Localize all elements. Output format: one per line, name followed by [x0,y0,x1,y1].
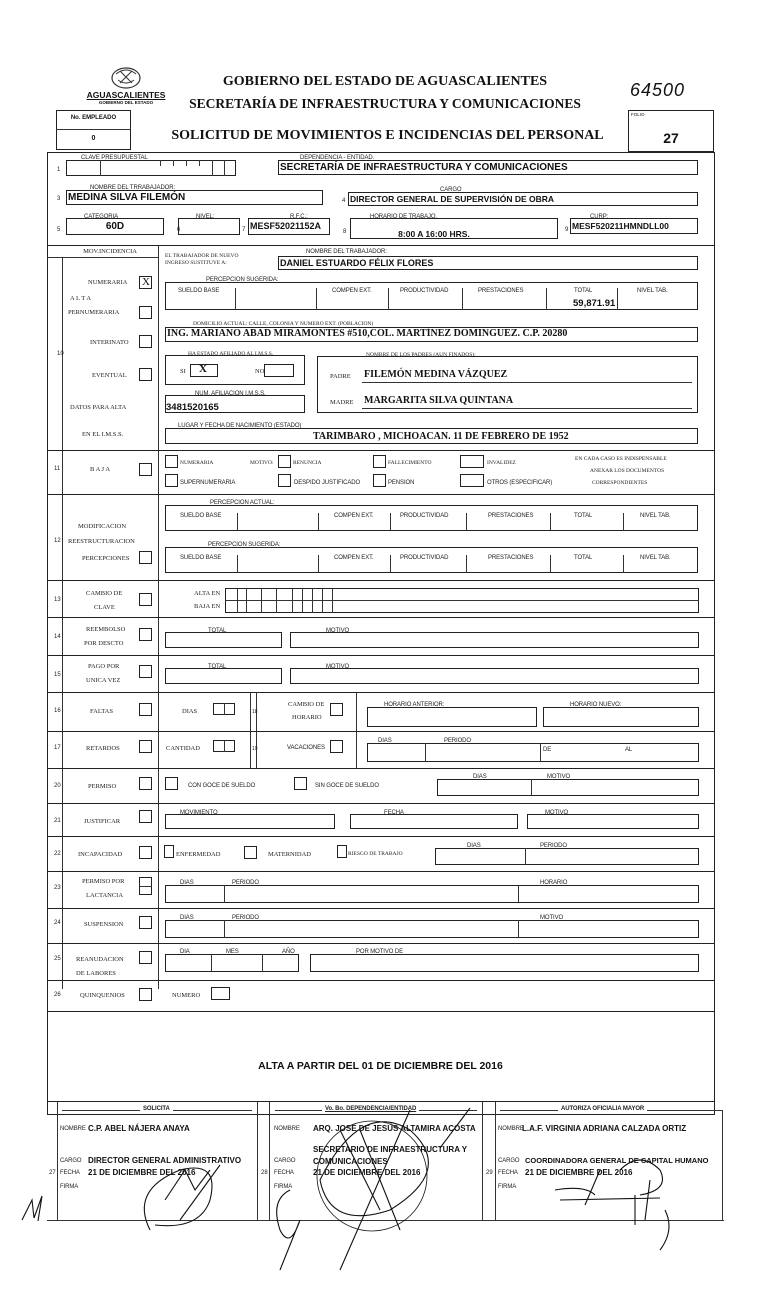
solicita-nombre: C.P. ABEL NÁJERA ANAYA [88,1124,190,1133]
initials-mark [22,1196,42,1221]
movimiento-label: MOVIMIENTO [180,810,218,816]
faltas-dias-label: DIAS [182,708,198,715]
field-number: 19 [252,746,258,752]
maternidad-label: MATERNIDAD [268,851,311,858]
field-number: 8 [343,229,347,235]
motivo-label: MOTIVO: [250,460,274,466]
pago-motivo-label: MOTIVO [326,664,350,670]
pension-label: PENSION [388,480,415,486]
field-number: 9 [565,227,569,233]
reanudacion-label-2: DE LABORES [76,970,116,977]
no-label: NO [255,368,265,375]
reembolso-label: REEMBOLSO [86,626,126,633]
grid-divider [261,588,262,613]
suspension-checkbox[interactable] [139,916,152,929]
field-number: 7 [242,227,246,233]
logo-text: AGUASCALIENTES [86,90,166,100]
nivel-label: NIVEL: [196,214,215,220]
nota-documentos: EN CADA CASO ES INDISPENSABLE [575,456,667,462]
maternidad-checkbox[interactable] [244,846,257,859]
fallecimiento-label: FALLECIMIENTO [388,460,432,466]
reanudacion-checkbox[interactable] [139,951,152,964]
prestaciones-label: PRESTACIONES [478,288,524,294]
afiliacion-imss-value: 3481520165 [166,402,219,413]
sugerida-compen-ext-label: COMPEN EXT. [334,555,374,561]
nota-documentos-3: CORRESPONDIENTES [592,480,648,486]
autoriza-header: AUTORIZA OFICIALIA MAYOR [558,1106,647,1112]
field-number: 11 [54,466,61,472]
vacaciones-dias-label: DIAS [378,738,392,744]
sin-goce-label: SIN GOCE DE SUELDO [315,783,379,789]
categoria-label: CATEGORIA [84,214,118,220]
suspension-label: SUSPENSION [84,921,124,928]
vobo-fecha-label: FECHA [274,1170,294,1176]
field-number: 16 [54,708,61,714]
curp-label: CURP: [590,214,609,220]
cambio-horario-label: CAMBIO DE [288,701,325,708]
de-label: DE [543,747,552,753]
lugar-nacimiento-value: TARIMBARO , MICHOACAN. 11 DE FEBRERO DE 1952 [313,431,569,442]
rfc-value: MESF52021152A [250,221,322,231]
field-number: 22 [54,851,61,857]
anio-label: AÑO [282,949,295,955]
percepcion-sugerida-label: PERCEPCION SUGERIDA: [206,277,279,283]
cantidad-label: CANTIDAD [166,745,200,752]
quinquenios-checkbox[interactable] [139,988,152,1001]
percepcion-actual-label: PERCEPCION ACTUAL: [210,500,275,506]
madre-label: MADRE [330,399,354,406]
grid-divider [173,160,174,166]
nombre-label: NOMBRE DEL TRRABAJADOR: [90,185,176,191]
form-title: SOLICITUD DE MOVIMIENTOS E INCIDENCIAS DEL PERSONAL [171,128,604,143]
percepcion-sugerida-label-2: PERCEPCION SUGERIDA: [208,542,281,548]
grid-divider [199,160,200,166]
solicita-nombre-label: NOMBRE [60,1126,86,1132]
field-number: 27 [49,1170,56,1176]
pension-checkbox[interactable] [373,474,386,487]
grid-divider [312,588,313,613]
numeraria-label: NUMERARIA [88,279,128,286]
vobo-fecha: 21 DE DICIEMBRE DEL 2016 [313,1168,421,1177]
actual-sueldo-base-label: SUELDO BASE [180,513,222,519]
afiliacion-imss-label: NUM. AFILIACION I.M.S.S. [195,391,266,397]
numeraria-check-mark: X [142,276,150,288]
pago-label-2: UNICA VEZ [86,677,121,684]
reestructuracion-label: REESTRUCTURACION [68,538,135,545]
field-number: 10 [57,351,64,357]
autoriza-nombre: L.A.F. VIRGINIA ADRIANA CALZADA ORTIZ [522,1124,687,1133]
suspension-motivo-label: MOTIVO [540,915,564,921]
productividad-label: PRODUCTIVIDAD [400,288,449,294]
faltas-checkbox[interactable] [139,703,152,716]
despido-label: DESPIDO JUSTIFICADO [294,480,361,486]
retardos-checkbox[interactable] [139,740,152,753]
invalidez-checkbox[interactable] [460,455,484,468]
vacaciones-periodo-box[interactable] [367,743,699,762]
fallecimiento-checkbox[interactable] [373,455,386,468]
numero-label: NUMERO [172,992,201,999]
con-goce-label: CON GOCE DE SUELDO [188,783,256,789]
retardos-label: RETARDOS [86,745,120,752]
vobo-nombre: ARQ. JOSÉ DE JESÚS ALTAMIRA ACOSTA [313,1124,476,1133]
employee-number-label: No. EMPLEADO [70,115,117,121]
autoriza-firma-label: FIRMA [498,1184,517,1190]
domicilio-value: ING. MARIANO ABAD MIRAMONTES #510,COL. MARTÍNEZ DOMINGUEZ. C.P. 20280 [167,328,568,339]
renuncia-checkbox[interactable] [278,455,291,468]
lactancia-horario-label: HORARIO [540,880,568,886]
cambio-clave-label-2: CLAVE [94,604,115,611]
vobo-firma-label: FIRMA [274,1184,293,1190]
field-number: 25 [54,956,61,962]
cambio-clave-label: CAMBIO DE [86,590,123,597]
compen-ext-label: COMPEN EXT. [332,288,372,294]
baja-en-label: BAJA EN [194,603,221,610]
total-value: 59,871.91 [573,298,616,309]
sugerida-total-label: TOTAL [574,555,593,561]
baja-numeraria-checkbox[interactable] [165,455,178,468]
solicita-fecha: 21 DE DICIEMBRE DEL 2016 [88,1168,196,1177]
pago-total-label: TOTAL [208,664,227,670]
incapacidad-dias-periodo-box[interactable] [435,848,699,865]
justificar-label: JUSTIFICAR [84,818,121,825]
reembolso-motivo-field[interactable] [290,632,699,648]
lactancia-label: PERMISO POR [82,878,125,885]
reembolso-checkbox[interactable] [139,628,152,641]
folio-label: FOLIO [631,112,645,117]
autoriza-nombre-label: NOMBRE [498,1126,524,1132]
field-number: 14 [54,634,61,640]
percepciones-checkbox[interactable] [139,551,152,564]
solicita-cargo: DIRECTOR GENERAL ADMINISTRATIVO [88,1156,242,1165]
field-number: 23 [54,885,61,891]
percepciones-label: PERCEPCIONES [82,555,130,562]
permiso-dias-label: DIAS [473,774,487,780]
por-motivo-field[interactable] [310,954,699,972]
government-logo [86,66,166,106]
pago-motivo-field[interactable] [290,668,699,684]
sugerida-sueldo-base-label: SUELDO BASE [180,555,222,561]
autoriza-cargo: COORDINADORA GENERAL DE CAPITAL HUMANO [525,1156,709,1165]
solicita-header: SOLICITA [140,1106,173,1112]
justificar-motivo-field[interactable] [527,814,699,829]
nivel-tab-label: NIVEL TAB. [637,288,668,294]
dia-label: DIA [180,949,190,955]
solicita-cargo-label: CARGO [60,1158,82,1164]
incapacidad-periodo-label: PERIODO [540,843,567,849]
percepcion-sugerida-box [165,282,698,310]
baja-checkbox[interactable] [139,463,152,476]
baja-label: B A J A [90,466,111,473]
field-number: 18 [252,709,258,715]
faltas-label: FALTAS [90,708,113,715]
no-checkbox[interactable] [264,364,294,377]
cambio-clave-checkbox[interactable] [139,593,152,606]
field-number: 5 [57,227,61,233]
suspension-periodo-label: PERIODO [232,915,259,921]
lactancia-dias-label: DIAS [180,880,194,886]
field-number: 26 [54,992,61,998]
supernumeraria-label: PERNUMERARIA [68,309,120,316]
cambio-horario-checkbox[interactable] [330,703,343,716]
rfc-label: R.F.C.: [290,214,308,220]
sustituye-label-2: INGRESO SUSTITUYE A: [165,260,227,266]
interinato-label: INTERINATO [90,339,129,346]
mov-incidencia-header: MOV.INCIDENCIA [83,248,137,255]
field-number: 13 [54,597,61,603]
clave-label: CLAVE PRESUPUESTAL [81,155,148,161]
pago-total-field[interactable] [165,668,282,684]
field-number: 6 [177,227,181,233]
actual-total-label: TOTAL [574,513,593,519]
actual-prestaciones-label: PRESTACIONES [488,513,534,519]
field-number: 17 [54,745,61,751]
field-number: 21 [54,818,61,824]
grid-divider [292,588,293,613]
quinquenios-label: QUINQUENIOS [80,992,125,999]
incapacidad-label: INCAPACIDAD [78,851,123,858]
baja-supernumeraria-checkbox[interactable] [165,474,178,487]
despido-checkbox[interactable] [278,474,291,487]
reanudacion-fecha-field[interactable] [165,954,299,972]
otros-checkbox[interactable] [460,474,484,487]
horario-anterior-label: HORARIO ANTERIOR: [384,702,445,708]
pago-checkbox[interactable] [139,665,152,678]
otros-label: OTROS (ESPECIFICAR) [487,480,553,486]
horario-label: HORARIO DE TRABAJO. [370,214,438,220]
field-number: 20 [54,783,61,789]
riesgo-checkbox[interactable] [337,845,347,858]
vobo-header: Vo. Bo. DEPENDENCIA/ENTIDAD [322,1106,419,1112]
reembolso-total-label: TOTAL [208,628,227,634]
total-label: TOTAL [574,288,593,294]
enfermedad-checkbox[interactable] [164,845,174,858]
lugar-nacimiento-label: LUGAR Y FECHA DE NACIMIENTO (ESTADO) [178,423,302,429]
field-number: 29 [486,1170,493,1176]
field-number: 12 [54,538,61,544]
reanudacion-label: REANUDACION [76,956,124,963]
handwritten-number: 64500 [630,80,686,100]
enfermedad-label: ENFERMEDAD [176,851,221,858]
afiliado-imss-label: HA ESTADO AFILIADO AL I.M.S.S. [188,351,274,357]
al-label: AL [625,747,633,753]
horario-value: 8:00 A 16:00 HRS. [398,229,470,239]
vobo-cargo: SECRETARIO DE INFRAESTRUCTURA Y COMUNICACIONES [313,1145,467,1166]
lactancia-periodo-label: PERIODO [232,880,259,886]
grid-divider [322,588,323,613]
sustituto-value: DANIEL ESTUARDO FÉLIX FLORES [280,258,434,268]
solicita-fecha-label: FECHA [60,1170,80,1176]
datos-alta-label: DATOS PARA ALTA [70,404,127,411]
si-label: SI [180,368,186,375]
con-goce-checkbox[interactable] [165,777,178,790]
suspension-box[interactable] [165,920,699,938]
grid-divider [186,160,187,166]
nota-documentos-2: ANEXAR LOS DOCUMENTOS [590,468,665,474]
sugerida-prestaciones-label: PRESTACIONES [488,555,534,561]
invalidez-label: INVALIDEZ [487,460,516,466]
en-imss-label: EN EL I.M.S.S. [82,431,124,438]
grid-divider [246,588,247,613]
padre-value: FILEMÓN MEDINA VÁZQUEZ [364,369,508,380]
field-number: 3 [57,196,61,202]
permiso-checkbox[interactable] [139,777,152,790]
permiso-dias-motivo-box[interactable] [437,779,699,796]
horario-anterior-field[interactable] [367,707,537,727]
autoriza-fecha-label: FECHA [498,1170,518,1176]
nivel-field[interactable] [178,218,240,235]
sugerida-productividad-label: PRODUCTIVIDAD [400,555,449,561]
modificacion-label: MODIFICACION [78,523,127,530]
nombre-trabajador-label: NOMBRE DEL TRABAJADOR: [306,249,387,255]
padres-label: NOMBRE DE LOS PADRES (AUN FINADOS): [366,352,476,358]
reembolso-motivo-label: MOTIVO [326,628,350,634]
justificar-fecha-label: FECHA [384,810,404,816]
actual-nivel-tab-label: NIVEL TAB. [640,513,671,519]
supernumeraria-checkbox[interactable] [139,306,152,319]
vacaciones-periodo-label: PERIODO [444,738,471,744]
padre-label: PADRE [330,373,351,380]
folio-value: 27 [663,130,679,146]
solicita-firma-label: FIRMA [60,1184,79,1190]
incapacidad-dias-label: DIAS [467,843,481,849]
domicilio-label: DOMICILIO ACTUAL: CALLE, COLONIA Y NUMERO EXT. (POBLACION) [193,321,374,327]
lactancia-label-2: LACTANCIA [86,892,124,899]
renuncia-label: RENUNCIA [293,460,322,466]
reembolso-total-field[interactable] [165,632,282,648]
header-title-1: GOBIERNO DEL ESTADO DE AGUASCALIENTES [222,74,548,89]
madre-value: MARGARITA SILVA QUINTANA [364,395,514,406]
field-number: 28 [261,1170,268,1176]
pago-label: PAGO POR [88,663,120,670]
reembolso-label-2: POR DESCTO [84,640,124,647]
curp-value: MESF520211HMNDLL00 [572,221,669,231]
riesgo-label: RIESGO DE TRABAJO [348,851,403,857]
baja-numeraria-label: NUMERARIA [180,460,214,466]
permiso-label: PERMISO [88,783,117,790]
cargo-value: DIRECTOR GENERAL DE SUPERVISIÓN DE OBRA [350,194,555,204]
nombre-value: MEDINA SILVA FILEMÓN [68,192,186,203]
grid-divider [237,588,238,613]
categoria-value: 60D [105,221,125,232]
vobo-nombre-label: NOMBRE [274,1126,300,1132]
clave-input[interactable] [66,160,236,176]
justificar-checkbox[interactable] [139,810,152,823]
si-check-mark: X [199,363,207,375]
alta-label: A L T A [70,295,92,302]
dependencia-label: DEPENDENCIA - ENTIDAD. [300,155,375,161]
baja-supernumeraria-label: SUPERNUMERARIA [180,480,236,486]
logo-subtext: GOBIERNO DEL ESTADO [98,100,154,105]
autoriza-fecha: 21 DE DICIEMBRE DEL 2016 [525,1168,633,1177]
observaciones-text: ALTA A PARTIR DEL 01 DE DICIEMBRE DEL 2016 [258,1060,503,1072]
suspension-dias-label: DIAS [180,915,194,921]
autoriza-cargo-label: CARGO [498,1158,520,1164]
grid-divider [160,160,161,166]
permiso-motivo-label: MOTIVO [547,774,571,780]
cargo-label: CARGO [440,187,462,193]
actual-compen-ext-label: COMPEN EXT. [334,513,374,519]
lactancia-box[interactable] [165,885,699,903]
sugerida-nivel-tab-label: NIVEL TAB. [640,555,671,561]
horario-nuevo-field[interactable] [543,707,699,727]
vobo-cargo-label: CARGO [274,1158,296,1164]
vacaciones-label: VACACIONES [287,745,325,751]
incapacidad-checkbox[interactable] [139,846,152,859]
field-number: 1 [57,167,61,173]
justificar-fecha-field[interactable] [350,814,518,829]
numero-field[interactable] [211,987,230,1000]
grid-divider [332,588,333,613]
sueldo-base-label: SUELDO BASE [178,288,220,294]
employee-number-value: 0 [91,135,96,142]
justificar-motivo-label: MOTIVO [545,810,569,816]
cambio-horario-label-2: HORARIO [292,714,322,721]
sin-goce-checkbox[interactable] [294,777,307,790]
header-title-2: SECRETARÍA DE INFRAESTRUCTURA Y COMUNICACIONES [189,96,581,111]
actual-productividad-label: PRODUCTIVIDAD [400,513,449,519]
vacaciones-checkbox[interactable] [330,740,343,753]
por-motivo-label: POR MOTIVO DE [356,949,404,955]
grid-divider [276,588,277,613]
signature-vobo [277,1110,429,1270]
grid-divider [302,588,303,613]
field-number: 24 [54,920,61,926]
interinato-checkbox[interactable] [139,335,152,348]
alta-en-label: ALTA EN [194,590,221,597]
mes-label: MES [226,949,239,955]
sustituye-label: EL TRABAJADOR DE NUEVO [165,253,239,259]
eventual-checkbox[interactable] [139,368,152,381]
horario-nuevo-label: HORARIO NUEVO: [570,702,622,708]
dependencia-value: SECRETARÍA DE INFRAESTRUCTURA Y COMUNICACIONES [280,162,568,173]
movimiento-field[interactable] [165,814,335,829]
eventual-label: EVENTUAL [92,372,127,379]
field-number: 4 [342,198,346,204]
field-number: 15 [54,672,61,678]
